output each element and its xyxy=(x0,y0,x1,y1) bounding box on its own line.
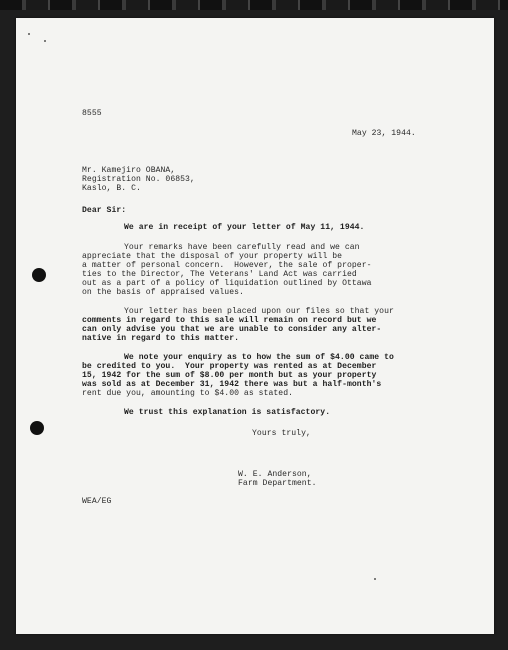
paragraph-enquiry-line: We note your enquiry as to how the sum of $4.00 came to xyxy=(124,353,394,362)
recipient-registration: Registration No. 06853, xyxy=(82,175,195,184)
salutation: Dear Sir: xyxy=(82,206,127,215)
paragraph-enquiry-line: be credited to you. Your property was rented as at December xyxy=(82,362,377,371)
speck xyxy=(28,33,30,35)
signatory-department: Farm Department. xyxy=(238,479,317,488)
punch-hole xyxy=(30,421,44,435)
paragraph-files-line: can only advise you that we are unable to consider any alter- xyxy=(82,325,382,334)
scanner-edge xyxy=(0,0,508,10)
closing: Yours truly, xyxy=(252,429,311,438)
speck xyxy=(44,40,46,42)
paragraph-remarks-line: ties to the Director, The Veterans' Land Act was carried xyxy=(82,270,357,279)
paragraph-enquiry-line: rent due you, amounting to $4.00 as stated. xyxy=(82,389,294,398)
paragraph-files-line: native in regard to this matter. xyxy=(82,334,240,343)
paragraph-enquiry-line: 15, 1942 for the sum of $8.00 per month but as your property xyxy=(82,371,377,380)
paragraph-enquiry-line: was sold as at December 31, 1942 there was but a half-month's xyxy=(82,380,382,389)
recipient-name: Mr. Kamejiro OBANA, xyxy=(82,166,176,175)
file-number: 8555 xyxy=(82,109,102,118)
paragraph-files-line: Your letter has been placed upon our files so that your xyxy=(124,307,394,316)
paragraph-remarks-line: appreciate that the disposal of your property will be xyxy=(82,252,343,261)
paragraph-trust: We trust this explanation is satisfactory. xyxy=(124,408,331,417)
paragraph-remarks-line: a matter of personal concern. However, the sale of proper- xyxy=(82,261,372,270)
paragraph-files-line: comments in regard to this sale will remain on record but we xyxy=(82,316,377,325)
punch-hole xyxy=(32,268,46,282)
paragraph-remarks-line: Your remarks have been carefully read and we can xyxy=(124,243,360,252)
letter-date: May 23, 1944. xyxy=(352,129,416,138)
typist-initials: WEA/EG xyxy=(82,497,112,506)
paragraph-remarks-line: on the basis of appraised values. xyxy=(82,288,244,297)
paragraph-remarks-line: out as a part of a policy of liquidation outlined by Ottawa xyxy=(82,279,372,288)
paragraph-receipt: We are in receipt of your letter of May 11, 1944. xyxy=(124,223,365,232)
signatory-name: W. E. Anderson, xyxy=(238,470,312,479)
speck xyxy=(374,578,376,580)
recipient-address: Kaslo, B. C. xyxy=(82,184,141,193)
